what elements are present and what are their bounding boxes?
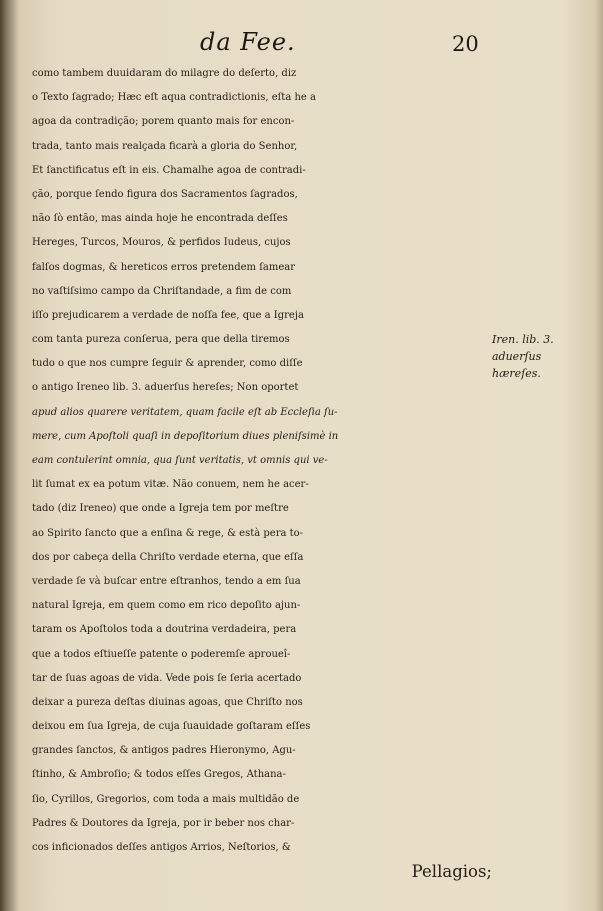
text-line: Et ſanctificatus eſt in eis. Chamalhe agoa de contradi- bbox=[32, 164, 306, 176]
text-line: falſos dogmas, & hereticos erros pretendem ſamear bbox=[32, 261, 296, 273]
text-line: verdade ſe và buſcar entre eſtranhos, tendo a em ſua bbox=[32, 575, 301, 587]
text-line: mere, cum Apoſtoli quaſi in depoſitorium diues pleniſsimè in bbox=[32, 430, 339, 442]
text-line: agoa da contradição; porem quanto mais for encon- bbox=[32, 116, 295, 128]
margin-note bbox=[492, 331, 592, 382]
text-line: o antigo Ireneo lib. 3. aduerſus hereſes; Non oportet bbox=[32, 382, 299, 394]
text-line: iſſo prejudicarem a verdade de noſſa fee, que a Igreja bbox=[32, 309, 304, 321]
text-line: Hereges, Turcos, Mouros, & perfidos Iudeus, cujos bbox=[32, 237, 291, 249]
text-line: com tanta pureza conſerua, pera que della tiremos bbox=[32, 334, 290, 346]
text-line: tudo o que nos cumpre ſeguir & aprender, como diſſe bbox=[32, 358, 303, 370]
text-line: natural Igreja, em quem como em rico depoſito ajun- bbox=[32, 600, 301, 612]
text-line: como tambem duuidaram do milagre do deſerto, diz bbox=[32, 68, 297, 79]
text-line: eam contulerint omnia, qua ſunt veritatis, vt omnis qui ve- bbox=[32, 455, 328, 466]
body-text bbox=[32, 62, 492, 884]
gutter-shadow bbox=[0, 0, 18, 911]
text-line: que a todos eſtiueſſe patente o poderemſe aproueî- bbox=[32, 648, 291, 660]
text-line: deixar a pureza deſtas diuinas agoas, que Chriſto nos bbox=[32, 696, 303, 708]
text-line: cos inficionados deſſes antigos Arrios, Neſtorios, & bbox=[32, 842, 291, 853]
margin-note-line: aduerſus bbox=[492, 350, 542, 363]
margin-note-line: hæreſes. bbox=[492, 367, 541, 380]
running-title: da Fee. bbox=[200, 28, 296, 56]
text-line: não ſò então, mas ainda hoje he encontrada deſſes bbox=[32, 213, 288, 225]
text-line: ſio, Cyrillos, Gregorios, com toda a mais multidão de bbox=[32, 793, 300, 805]
text-line: ção, porque ſendo figura dos Sacramentos ſagrados, bbox=[32, 188, 298, 200]
text-line: Padres & Doutores da Igreja, por ir beber nos char- bbox=[32, 817, 295, 829]
margin-note-line: Iren. lib. 3. bbox=[492, 333, 554, 346]
text-line: apud alios quarere veritatem, quam facile eſt ab Eccleſia ſu- bbox=[32, 406, 338, 418]
text-line: tado (diz Ireneo) que onde a Igreja tem por meſtre bbox=[32, 503, 289, 515]
text-line: trada, tanto mais realçada ficarà a gloria do Senhor, bbox=[32, 140, 298, 152]
text-line: dos por cabeça della Chriſto verdade eterna, que eſſa bbox=[32, 551, 304, 563]
text-line: tar de ſuas agoas de vida. Vede pois ſe ſeria acertado bbox=[32, 672, 302, 684]
text-line: Pellagios; bbox=[411, 862, 492, 882]
text-line: ao Spirito ſancto que a enſina & rege, & està pera to- bbox=[32, 527, 304, 539]
text-line: o Texto ſagrado; Hæc eſt aqua contradictionis, eſta he a bbox=[32, 92, 316, 104]
text-line: lit ſumat ex ea potum vitæ. Não conuem, nem he acer- bbox=[32, 479, 309, 491]
page-number: 20 bbox=[452, 32, 479, 56]
text-line: taram os Apoſtolos toda a doutrina verdadeira, pera bbox=[32, 624, 297, 636]
text-line: grandes ſanctos, & antigos padres Hieronymo, Agu- bbox=[32, 745, 296, 757]
text-line: deixou em ſua Igreja, de cuja ſuauidade goſtaram eſſes bbox=[32, 721, 311, 733]
text-line: ſtinho, & Ambroſio; & todos eſſes Gregos, Athana- bbox=[32, 769, 286, 781]
text-line: no vaſtiſsimo campo da Chriſtandade, a fim de com bbox=[32, 285, 292, 297]
